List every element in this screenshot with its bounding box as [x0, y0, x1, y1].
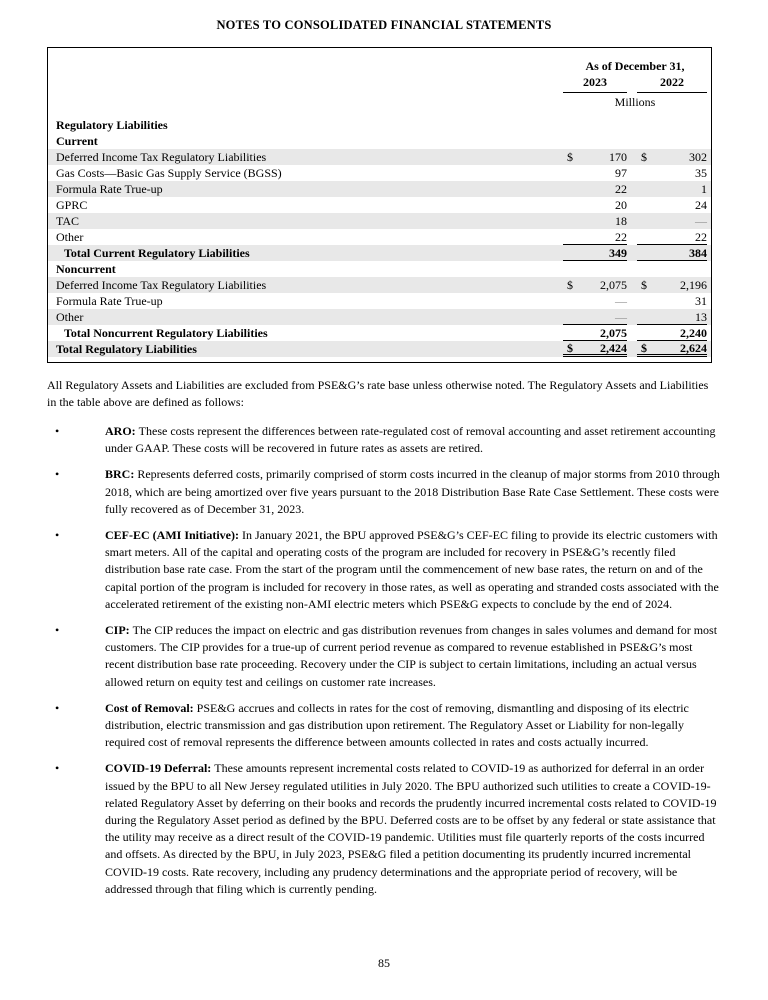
- cell-value: 22: [615, 229, 627, 244]
- cell-value: 349: [609, 245, 627, 260]
- table-row: [48, 341, 711, 357]
- definitions-list: [0, 423, 768, 898]
- row-label: Deferred Income Tax Regulatory Liabilities: [56, 150, 267, 164]
- cell-value: 2,196: [680, 278, 707, 292]
- cell-value: 13: [695, 309, 707, 324]
- bullet-icon: •: [55, 761, 60, 776]
- row-value-2022: [637, 309, 707, 325]
- cell-value: 22: [695, 229, 707, 244]
- table-body: [48, 117, 711, 357]
- row-value-2023: [563, 181, 627, 197]
- definition-bullet: • ARO: These costs represent the differences between rate-regulated cost of removal accounting and asset retirement accounting under GAAP. These costs will be recovered in future rates as assets are retired.: [55, 424, 716, 456]
- cell-value: 302: [689, 150, 707, 164]
- definition-bullet: • COVID-19 Deferral: These amounts represent incremental costs related to COVID-19 as authorized for deferral in an order issued by the BPU to all New Jersey regulated utilities in July 2020. The BPU authorized such utilities to create a COVID-19-related Regulatory Asset by deferring on their books and records the prudently incurred incremental costs related to COVID-19 during the Regulatory Asset period as defined by the BPU. Deferred costs are to be offset by any federal or state assistance that the utility may receive as a direct result of the COVID-19 pandemic. Utilities must file quarterly reports of the costs incurred and offsets. As directed by the BPU, in July 2023, PSE&G filed a petition documenting its prudently incurred incremental COVID-19 costs. Rate recovery, including any prudency determinations and the appropriate period of recovery, will be addressed through that filing which is currently pending.: [55, 761, 717, 896]
- row-value-2023: [563, 245, 627, 261]
- table-row: [48, 277, 711, 293]
- table-header: [48, 48, 711, 117]
- row-value-2022: [637, 261, 707, 277]
- row-value-2023: [563, 197, 627, 213]
- definition-bullet: • Cost of Removal: PSE&G accrues and collects in rates for the cost of removing, dismantling and disposing of its electric distribution, electric transmission and gas distribution upon retirement. The Regulatory Asset or Liability for non-legally required cost of removal represents the difference between amounts collected in rates and costs actually incurred.: [55, 700, 689, 750]
- row-value-2022: [637, 277, 707, 293]
- row-value-2022: [637, 149, 707, 165]
- cell-value: 2,424: [600, 340, 627, 355]
- row-value-2023: [563, 149, 627, 165]
- cell-value: 97: [615, 166, 627, 180]
- table-row: [48, 213, 711, 229]
- row-value-2022: [637, 293, 707, 309]
- dollar-sign: $: [567, 278, 573, 292]
- table-row: [48, 181, 711, 197]
- row-label: Gas Costs—Basic Gas Supply Service (BGSS): [56, 166, 282, 180]
- table-row: [48, 229, 711, 245]
- definition-term: ARO:: [105, 424, 139, 438]
- row-value-2023: [563, 117, 627, 133]
- row-value-2023: [563, 213, 627, 229]
- table-row: [48, 149, 711, 165]
- table-row: [48, 197, 711, 213]
- row-value-2023: [563, 133, 627, 149]
- cell-value: 18: [615, 214, 627, 228]
- col-header-2022: 2022: [637, 75, 707, 93]
- row-value-2022: [637, 245, 707, 261]
- definition-term: CIP:: [105, 623, 133, 638]
- row-value-2022: [637, 341, 707, 357]
- cell-value: 24: [695, 198, 707, 212]
- bullet-icon: •: [55, 623, 60, 638]
- bullet-icon: •: [55, 528, 60, 543]
- regulatory-liabilities-table: [47, 47, 712, 363]
- cell-value: 2,240: [680, 325, 707, 340]
- row-value-2022: [637, 213, 707, 229]
- row-value-2023: [563, 229, 627, 245]
- intro-paragraph: All Regulatory Assets and Liabilities are excluded from PSE&G’s rate base unless otherwise noted. The Regulatory Assets and Liabilities in the table above are defined as follows:: [47, 378, 709, 409]
- table-row: [48, 165, 711, 181]
- cell-value: 1: [701, 182, 707, 196]
- col-gap: [627, 75, 637, 93]
- cell-value: 31: [695, 294, 707, 308]
- row-value-2022: [637, 197, 707, 213]
- cell-value: —: [615, 309, 627, 324]
- table-row: [48, 245, 711, 261]
- bullet-icon: •: [55, 424, 60, 438]
- page-number: 85: [378, 956, 390, 970]
- row-value-2023: [563, 277, 627, 293]
- row-label: Current: [56, 134, 98, 148]
- table-row: [48, 309, 711, 325]
- dollar-sign: $: [567, 340, 573, 355]
- cell-value: 20: [615, 198, 627, 212]
- definition-bullet: • CEF-EC (AMI Initiative): In January 2021, the BPU approved PSE&G’s CEF-EC filing to provide its electric customers with smart meters. All of the capital and operating costs of the program are included for recovery in PSE&G’s recently filed distribution base rate case. From the start of the program until the commencement of new base rates, the return on and of the capital portion of the program is included for recovery in those rates, as well as operating and stranded costs associated with the accelerated retirement of the existing non-AMI electric meters which PSE&G expects to conclude by the end of 2024.: [55, 528, 719, 611]
- row-label: Formula Rate True-up: [56, 294, 163, 308]
- row-label: Regulatory Liabilities: [56, 118, 168, 132]
- cell-value: 170: [609, 150, 627, 164]
- dollar-sign: $: [641, 150, 647, 164]
- definition-term: CEF-EC (AMI Initiative):: [105, 528, 242, 543]
- bullet-icon: •: [55, 467, 60, 482]
- cell-value: —: [615, 294, 627, 308]
- table-row: [48, 117, 711, 133]
- table-header-years: [48, 75, 711, 93]
- table-row: [48, 133, 711, 149]
- row-label: TAC: [56, 214, 80, 228]
- row-value-2023: [563, 293, 627, 309]
- page-title: NOTES TO CONSOLIDATED FINANCIAL STATEMENTS: [216, 18, 552, 32]
- row-value-2022: [637, 181, 707, 197]
- row-value-2023: [563, 261, 627, 277]
- row-value-2023: [563, 165, 627, 181]
- row-label: Noncurrent: [56, 262, 116, 276]
- row-value-2022: [637, 165, 707, 181]
- col-header-2023: 2023: [563, 75, 627, 93]
- row-label: Deferred Income Tax Regulatory Liabilities: [56, 278, 267, 292]
- row-label: Other: [56, 230, 84, 244]
- row-value-2022: [637, 133, 707, 149]
- definition-term: COVID-19 Deferral:: [105, 761, 215, 776]
- row-label: GPRC: [56, 198, 88, 212]
- row-value-2022: [637, 117, 707, 133]
- definition-term: Cost of Removal:: [105, 700, 197, 715]
- row-label: Formula Rate True-up: [56, 182, 163, 196]
- cell-value: —: [695, 214, 707, 228]
- definition-bullet: • CIP: The CIP reduces the impact on electric and gas distribution revenues from changes in sales volumes and demand for most customers. The CIP provides for a true-up of current period revenue as compared to revenue established in PSE&G’s most recent distribution base rate proceeding. Recovery under the CIP is subject to certain limitations, including an actual versus allowed return on equity test and ceilings on customer rate increases.: [55, 623, 718, 689]
- dollar-sign: $: [641, 340, 647, 355]
- cell-value: 384: [689, 245, 707, 260]
- dollar-sign: $: [641, 278, 647, 292]
- row-label: Other: [56, 310, 84, 324]
- row-value-2023: [563, 341, 627, 357]
- cell-value: 2,624: [680, 340, 707, 355]
- bullet-icon: •: [55, 700, 60, 715]
- cell-value: 22: [615, 182, 627, 196]
- row-value-2022: [637, 229, 707, 245]
- cell-value: 2,075: [600, 278, 627, 292]
- cell-value: 2,075: [600, 325, 627, 340]
- row-label: Total Regulatory Liabilities: [56, 342, 197, 356]
- definition-bullet: • BRC: Represents deferred costs, primarily comprised of storm costs incurred in the cleanup of major storms from 2010 through 2018, which are being amortized over five years pursuant to the 2018 Distribution Base Rate Case Settlement. These costs were fully recovered as of December 31, 2023.: [55, 467, 720, 516]
- row-label: Total Noncurrent Regulatory Liabilities: [64, 326, 268, 340]
- table-units-label: Millions: [614, 95, 656, 109]
- table-row: [48, 261, 711, 277]
- table-header-asof: As of December 31,: [585, 59, 685, 73]
- table-row: [48, 293, 711, 309]
- cell-value: 35: [695, 166, 707, 180]
- row-label: Total Current Regulatory Liabilities: [64, 246, 250, 260]
- definition-term: BRC:: [105, 467, 138, 482]
- row-value-2023: [563, 309, 627, 325]
- dollar-sign: $: [567, 150, 573, 164]
